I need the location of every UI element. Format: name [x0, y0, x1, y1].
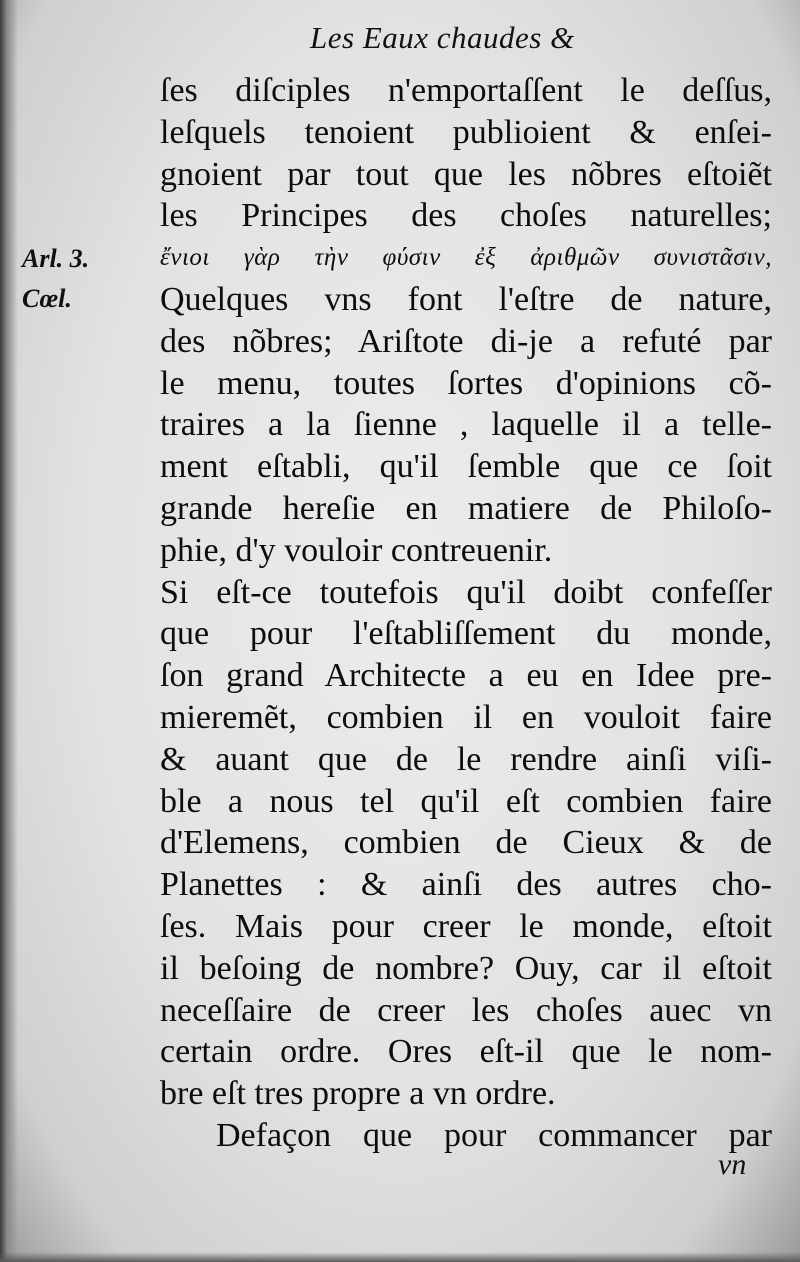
text-line: ſes. Mais pour creer le monde, eſtoit — [160, 907, 772, 945]
text-line: leſquels tenoient publioient & enſei- — [160, 113, 772, 151]
text-line: il beſoing de nombre? Ouy, car il eſtoit — [160, 949, 772, 987]
text-line: d'Elemens, combien de Cieux & de — [160, 824, 772, 862]
text-line: des nõbres; Ariſtote di-je a refuté par — [160, 322, 772, 360]
text-line: certain ordre. Ores eſt-il que le nom- — [160, 1033, 772, 1071]
margin-note-source: Cœl. — [22, 284, 72, 313]
text-line: grande hereſie en matiere de Philoſo- — [160, 489, 772, 527]
text-line: & auant que de le rendre ainſi viſi- — [160, 740, 772, 778]
text-line: Si eſt-ce toutefois qu'il doibt confeſſer — [160, 573, 772, 611]
text-line: ſon grand Architecte a eu en Idee pre- — [160, 657, 772, 695]
text-line: phie, d'y vouloir contreuenir. — [160, 531, 553, 569]
catchword: vn — [718, 1148, 747, 1181]
page-bottom-shadow — [0, 1252, 800, 1262]
text-line: que pour l'eſtabliſſement du monde, — [160, 615, 772, 653]
text-line: bre eſt tres propre a vn ordre. — [160, 1075, 556, 1113]
text-line: le menu, toutes ſortes d'opinions cõ- — [160, 364, 772, 402]
margin-note-reference: Arl. 3. — [22, 244, 90, 273]
text-line: ble a nous tel qu'il eſt combien faire — [160, 782, 772, 820]
text-line: ſes diſciples n'emportaſſent le deſſus, — [160, 72, 772, 109]
text-line: Defaçon que pour commancer par — [216, 1116, 772, 1154]
text-line: mieremẽt, combien il en vouloit faire — [160, 698, 772, 736]
text-line: les Principes des choſes naturelles; — [160, 197, 772, 235]
text-line: Planettes : & ainſi des autres cho- — [160, 866, 772, 904]
text-line: Quelques vns font l'eſtre de nature, — [160, 280, 772, 318]
running-head: Les Eaux chaudes & — [310, 20, 575, 55]
page-edge-shadow — [0, 0, 18, 1262]
text-line: traires a la ſienne , laquelle il a telle- — [160, 406, 772, 444]
text-line: gnoient par tout que les nõbres eſtoiẽt — [160, 155, 772, 193]
text-line: ment eſtabli, qu'il ſemble que ce ſoit — [160, 448, 772, 486]
text-line: neceſſaire de creer les choſes auec vn — [160, 991, 772, 1029]
greek-quotation: ἔνιοι γὰρ τὴν φύσιν ἐξ ἀριθμῶν συνιστᾶσιν, — [160, 244, 772, 272]
body-text — [160, 70, 772, 1157]
